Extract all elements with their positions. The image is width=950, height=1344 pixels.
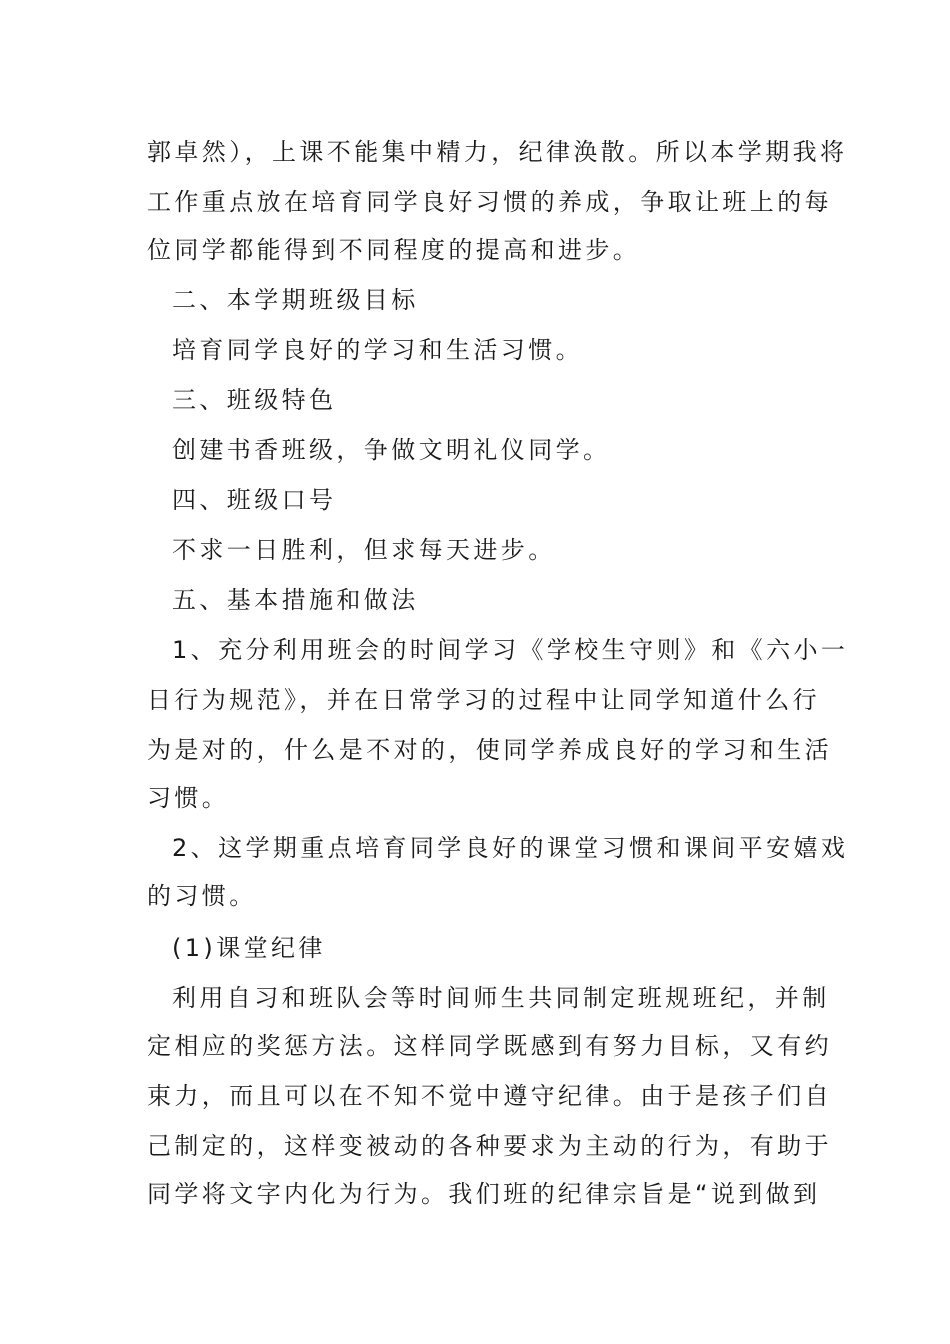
paragraph-line: 创建书香班级，争做文明礼仪同学。 bbox=[172, 436, 611, 464]
paragraph-line: 的习惯。 bbox=[147, 882, 257, 910]
paragraph-line: 工作重点放在培育同学良好习惯的养成，争取让班上的每 bbox=[147, 188, 832, 216]
paragraph-line: 为是对的，什么是不对的，使同学养成良好的学习和生活 bbox=[147, 736, 832, 764]
paragraph-line: 利用自习和班队会等时间师生共同制定班规班纪，并制 bbox=[172, 984, 830, 1012]
paragraph-line: 培育同学良好的学习和生活习惯。 bbox=[172, 336, 583, 364]
paragraph-line: 1、充分利用班会的时间学习《学校生守则》和《六小一 bbox=[172, 636, 849, 664]
paragraph-line: 定相应的奖惩方法。这样同学既感到有努力目标，又有约 bbox=[147, 1032, 832, 1060]
paragraph-line: 郭卓然），上课不能集中精力，纪律涣散。所以本学期我将 bbox=[147, 138, 848, 166]
paragraph-line: 束力，而且可以在不知不觉中遵守纪律。由于是孩子们自 bbox=[147, 1082, 832, 1110]
paragraph-line: 己制定的，这样变被动的各种要求为主动的行为，有助于 bbox=[147, 1132, 832, 1160]
section-heading: 二、本学期班级目标 bbox=[172, 286, 419, 314]
section-heading: 五、基本措施和做法 bbox=[172, 586, 419, 614]
paragraph-line: 日行为规范》，并在日常学习的过程中让同学知道什么行 bbox=[147, 686, 820, 714]
paragraph-line: 2、这学期重点培育同学良好的课堂习惯和课间平安嬉戏 bbox=[172, 834, 849, 862]
paragraph-line: 位同学都能得到不同程度的提高和进步。 bbox=[147, 236, 641, 264]
paragraph-line: 习惯。 bbox=[147, 784, 230, 812]
section-heading: 四、班级口号 bbox=[172, 486, 337, 514]
section-heading: 三、班级特色 bbox=[172, 386, 337, 414]
paragraph-line: 同学将文字内化为行为。我们班的纪律宗旨是“说到做到 bbox=[147, 1180, 821, 1208]
subsection-heading: (1)课堂纪律 bbox=[172, 934, 326, 962]
paragraph-line: 不求一日胜利，但求每天进步。 bbox=[172, 536, 556, 564]
